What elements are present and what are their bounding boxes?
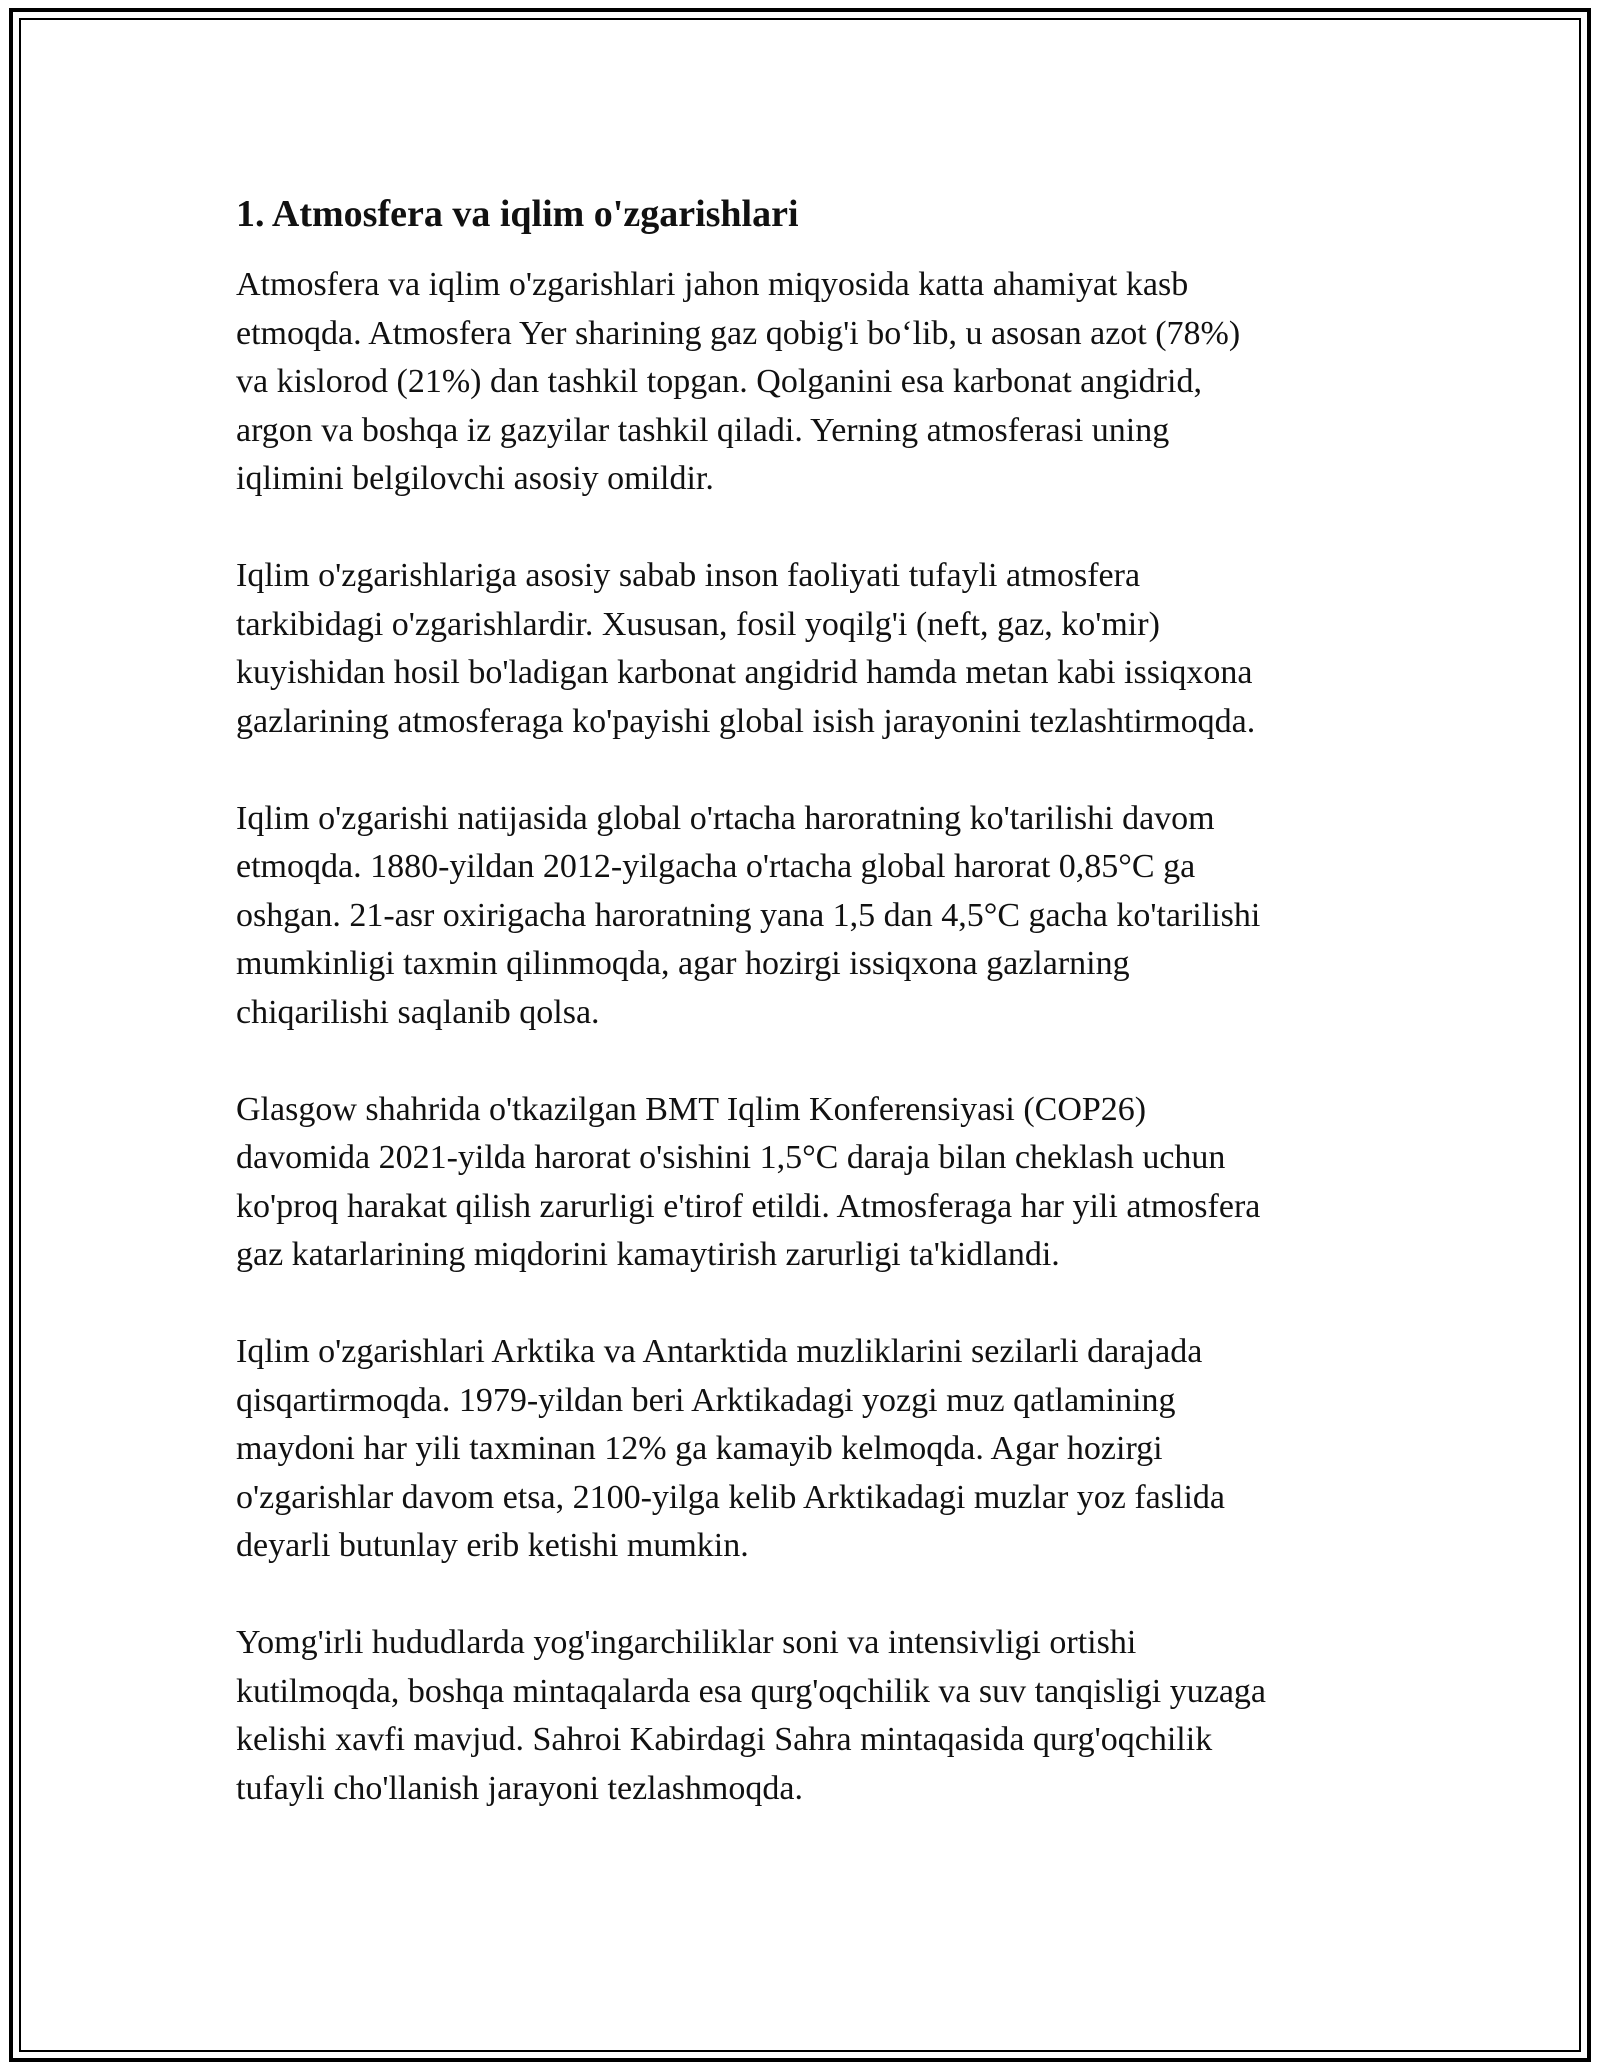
text-line: tarkibidagi o'zgarishlardir. Xususan, fosil yoqilg'i (neft, gaz, ko'mir) bbox=[236, 605, 1160, 643]
document-body bbox=[236, 185, 1366, 1862]
paragraph-3 bbox=[236, 795, 1366, 1038]
text-line: argon va boshqa iz gazyilar tashkil qiladi. Yerning atmosferasi uning bbox=[236, 411, 1170, 449]
text-line: chiqarilishi saqlanib qolsa. bbox=[236, 993, 600, 1031]
text-line: mumkinligi taxmin qilinmoqda, agar hozirgi issiqxona gazlarning bbox=[236, 945, 1130, 982]
text-line: davomida 2021-yilda harorat o'sishini 1,5°C daraja bilan cheklash uchun bbox=[236, 1139, 1226, 1176]
text-line: qisqartirmoqda. 1979-yildan beri Arktikadagi yozgi muz qatlamining bbox=[236, 1381, 1176, 1419]
section-heading: 1. Atmosfera va iqlim o'zgarishlari bbox=[236, 193, 799, 235]
text-line: etmoqda. 1880-yildan 2012-yilgacha o'rtacha global harorat 0,85°C ga bbox=[236, 848, 1196, 885]
text-line: Atmosfera va iqlim o'zgarishlari jahon miqyosida katta ahamiyat kasb bbox=[236, 266, 1189, 303]
text-line: ko'proq harakat qilish zarurligi e'tirof etildi. Atmosferaga har yili atmosfera bbox=[236, 1187, 1261, 1225]
text-line: va kislorod (21%) dan tashkil topgan. Qolganini esa karbonat angidrid, bbox=[236, 363, 1202, 400]
text-line: tufayli cho'llanish jarayoni tezlashmoqda. bbox=[236, 1769, 803, 1807]
paragraph-1 bbox=[236, 261, 1366, 504]
text-line: kelishi xavfi mavjud. Sahroi Kabirdagi Sahra mintaqasida qurg'oqchilik bbox=[236, 1721, 1213, 1758]
text-line: iqlimini belgilovchi asosiy omildir. bbox=[236, 460, 714, 497]
text-line: etmoqda. Atmosfera Yer sharining gaz qobig'i bo‘lib, u asosan azot (78%) bbox=[236, 314, 1241, 352]
text-line: gaz katarlarining miqdorini kamaytirish zarurligi ta'kidlandi. bbox=[236, 1236, 1060, 1273]
text-line: gazlarining atmosferaga ko'payishi global isish jarayonini tezlashtirmoqda. bbox=[236, 702, 1256, 740]
text-line: o'zgarishlar davom etsa, 2100-yilga kelib Arktikadagi muzlar yoz faslida bbox=[236, 1478, 1225, 1516]
paragraph-4 bbox=[236, 1086, 1366, 1280]
text-line: Glasgow shahrida o'tkazilgan BMT Iqlim Konferensiyasi (COP26) bbox=[236, 1090, 1147, 1128]
text-line: Iqlim o'zgarishi natijasida global o'rtacha haroratning ko'tarilishi davom bbox=[236, 799, 1215, 837]
text-line: Yomg'irli hududlarda yog'ingarchiliklar soni va intensivligi ortishi bbox=[236, 1624, 1137, 1661]
text-line: kutilmoqda, boshqa mintaqalarda esa qurg'oqchilik va suv tanqisligi yuzaga bbox=[236, 1672, 1266, 1710]
text-line: deyarli butunlay erib ketishi mumkin. bbox=[236, 1527, 749, 1564]
paragraph-2 bbox=[236, 552, 1366, 746]
text-line: Iqlim o'zgarishlariga asosiy sabab inson faoliyati tufayli atmosfera bbox=[236, 557, 1141, 594]
text-line: oshgan. 21-asr oxirigacha haroratning yana 1,5 dan 4,5°C gacha ko'tarilishi bbox=[236, 896, 1261, 934]
text-line: kuyishidan hosil bo'ladigan karbonat angidrid hamda metan kabi issiqxona bbox=[236, 654, 1253, 691]
paragraph-5 bbox=[236, 1328, 1366, 1571]
text-line: maydoni har yili taxminan 12% ga kamayib kelmoqda. Agar hozirgi bbox=[236, 1430, 1163, 1467]
paragraph-6 bbox=[236, 1619, 1366, 1813]
text-line: Iqlim o'zgarishlari Arktika va Antarktida muzliklarini sezilarli darajada bbox=[236, 1333, 1203, 1370]
